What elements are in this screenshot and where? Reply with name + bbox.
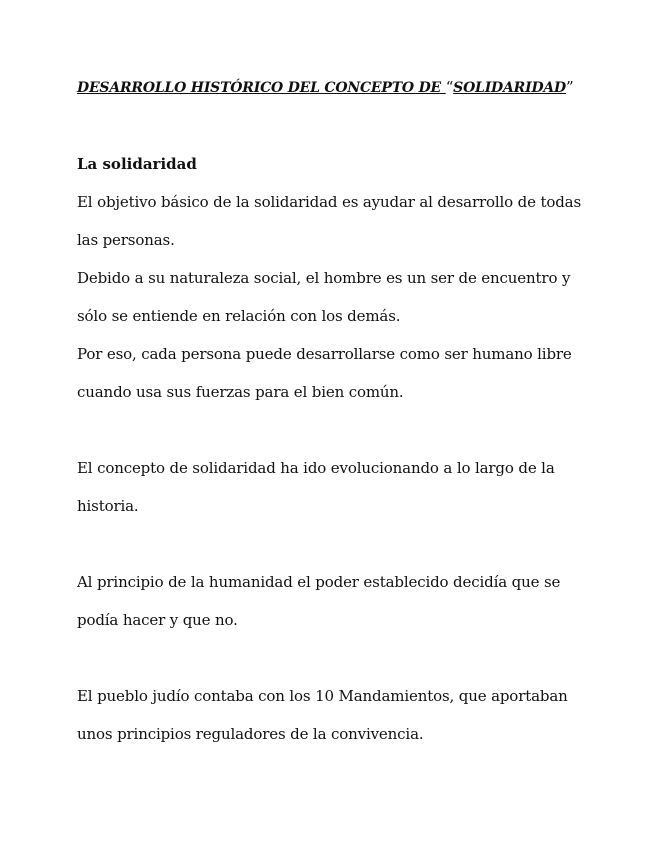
- title-prefix: DESARROLLO HISTÓRICO DEL CONCEPTO DE: [77, 80, 446, 96]
- title-open-quote: “: [445, 78, 454, 96]
- title-keyword: SOLIDARIDAD: [453, 80, 566, 96]
- section-heading: La solidaridad: [77, 155, 197, 173]
- paragraph-commandments: El pueblo judío contaba con los 10 Mandamientos, que aportaban unos principios reguladores de la convivencia.: [77, 687, 568, 743]
- title-close-quote: ”: [566, 78, 574, 96]
- paragraph-spacer: [77, 639, 587, 677]
- paragraph-evolution: El concepto de solidaridad ha ido evolucionando a lo largo de la historia.: [77, 459, 555, 515]
- paragraph-free-human: Por eso, cada persona puede desarrollarse como ser humano libre cuando usa sus fuerzas para el bien común.: [77, 345, 572, 401]
- document-title: [77, 70, 587, 105]
- paragraph-objective: El objetivo básico de la solidaridad es ayudar al desarrollo de todas las personas.: [77, 193, 582, 249]
- paragraph-spacer: [77, 525, 587, 563]
- paragraph-social-nature: Debido a su naturaleza social, el hombre es un ser de encuentro y sólo se entiende en relación con los demás.: [77, 269, 571, 325]
- document-content: [77, 70, 587, 753]
- paragraph-early-humanity: Al principio de la humanidad el poder establecido decidía que se podía hacer y que no.: [77, 573, 561, 629]
- paragraph-spacer: [77, 411, 587, 449]
